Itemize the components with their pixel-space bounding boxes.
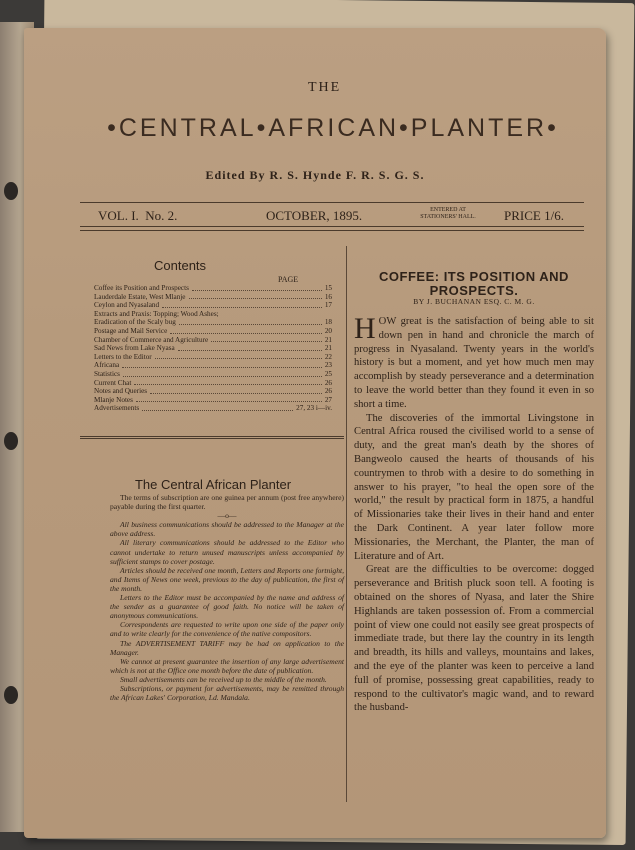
terms-paragraph: All literary communications should be addressed to the Editor who cannot undertake to return unused manuscripts unless accompanied by sufficient stamps to cover postage.: [110, 538, 344, 566]
issue-rule-bottom: [80, 226, 584, 227]
contents-item: [94, 284, 332, 293]
contents-item-page: 27: [324, 395, 332, 404]
contents-item: [94, 379, 332, 388]
terms-paragraph: The ADVERTISEMENT TARIFF may be had on application to the Manager.: [110, 638, 344, 657]
contents-item-page: 20: [324, 326, 332, 335]
contents-item-title: Notes and Queries: [94, 387, 148, 396]
article-paragraph: Great are the difficulties to be overcome: dogged perseverance and British pluck soon tell. A footing is obtained on the shores of Nyasa, and later the Shire Highlands are taken possession of. From a commercial point of view one could not easily see great prospects of immediate trade, but there lay the country in its length and breadth, its hills and valleys, mountains and lakes, and the eye of the planter was keen to perceive a land full of promise, possessing great capabilities, ready to respond to the cultivator's magic wand, and to reward the husband-: [354, 564, 594, 714]
article-paragraph-text: OW great is the satisfaction of being able to sit down pen in hand and chronicle the march of progress in Nyasaland. Twenty years in the world's history is but a moment, and yet how much men may accomplish by steady perseverance and a determination to leave the world better than they found it even in so short a time.: [354, 316, 594, 410]
contents-item: [94, 396, 332, 405]
contents-leader: [136, 396, 322, 403]
contents-item: [94, 336, 332, 345]
issue-rule-top: [80, 202, 584, 203]
contents-item: [94, 404, 332, 413]
terms-paragraph: Subscriptions, or payment for advertisements, may be remitted through the African Lakes' Corporation, Ld. Mandala.: [110, 683, 344, 703]
terms-paragraph: Letters to the Editor must be accompanied by the name and address of the sender as a guarantee of good faith. No notice will be taken of anonymous communications.: [110, 593, 344, 621]
contents-leader: [178, 344, 322, 351]
contents-item-title: Africana: [94, 361, 120, 370]
issue-volume: VOL. I. No. 2.: [98, 208, 178, 223]
contents-item: [94, 387, 332, 396]
issue-price: PRICE 1/6.: [504, 208, 564, 223]
contents-item-page: 25: [324, 369, 332, 378]
contents-item-page: 16: [324, 292, 332, 301]
contents-leader: [150, 387, 322, 394]
contents-item-page: 26: [324, 387, 332, 396]
contents-item-title: Postage and Mail Service: [94, 326, 168, 335]
masthead-the: THE: [308, 80, 342, 95]
terms-paragraph: Articles should be received one month, Letters and Reports one fortnight, and Items of News one week, previous to the day of publication, the first of the month.: [110, 565, 344, 593]
contents-item-page: 17: [324, 301, 332, 310]
terms-block: [110, 493, 344, 702]
journal-page: [24, 28, 606, 838]
masthead-title: •CENTRAL•AFRICAN•PLANTER•: [107, 114, 559, 142]
terms-paragraph: Small advertisements can be received up to the middle of the month.: [120, 674, 327, 684]
contents-item-title: Current Chat: [94, 378, 132, 387]
article-body: [354, 312, 594, 715]
contents-item-page: 26: [324, 378, 332, 387]
article-paragraph: [354, 312, 594, 412]
contents-item-title: Letters to the Editor: [94, 352, 152, 361]
drop-cap: H: [354, 312, 376, 345]
contents-item: [94, 353, 332, 362]
contents-item: [94, 310, 332, 319]
contents-leader: [123, 370, 322, 377]
contents-leader: [155, 353, 322, 360]
contents-item: [94, 327, 332, 336]
contents-item-title: Coffee its Position and Prospects: [94, 284, 189, 292]
terms-paragraph: Correspondents are requested to write upon one side of the paper only and to write clearly for the convenience of the native compositors.: [110, 620, 344, 639]
editor-line: Edited By R. S. Hynde F. R. S. G. S.: [205, 168, 425, 182]
contents-leader: [192, 284, 322, 291]
contents-item-title: Mlanje Notes: [94, 395, 133, 404]
contents-item-title: Ceylon and Nyasaland: [94, 301, 160, 310]
issue-date: OCTOBER, 1895.: [266, 208, 363, 223]
contents-leader: [162, 301, 322, 308]
article-title: COFFEE: ITS POSITION AND PROSPECTS.: [379, 269, 569, 298]
contents-item-page: 15: [324, 284, 332, 292]
issue-rule-double: [80, 230, 584, 231]
contents-item-title: Extracts and Praxis: Topping; Wood Ashes;: [94, 309, 219, 318]
contents-item-title: Sad News from Lake Nyasa: [94, 344, 175, 353]
contents-item: [94, 370, 332, 379]
article-byline: BY J. BUCHANAN ESQ. C. M. G.: [413, 297, 535, 306]
contents-leader: [179, 318, 322, 325]
contents-item-title: Chamber of Commerce and Agriculture: [94, 335, 209, 344]
contents-item-page: 21: [324, 344, 332, 353]
contents-item-page: 21: [324, 335, 332, 344]
contents-item-title: Statistics: [94, 369, 120, 378]
contents-title: Contents: [154, 258, 207, 273]
contents-item-title: Advertisements: [94, 404, 140, 413]
binding-hole: [4, 182, 18, 200]
contents-item-title: Lauderdale Estate, West Mlanje: [94, 292, 186, 301]
terms-title: The Central African Planter: [134, 477, 292, 492]
contents-list: [94, 284, 332, 413]
contents-item: [94, 293, 332, 302]
contents-item-page: 22: [324, 352, 332, 361]
contents-leader: [170, 327, 322, 334]
contents-item: [94, 301, 332, 310]
contents-leader: [189, 293, 322, 300]
contents-item: [94, 318, 332, 327]
binding-hole: [4, 432, 18, 450]
terms-paragraph: We cannot at present guarantee the insertion of any large advertisement which is not at the Office one month before the date of publication.: [110, 656, 344, 675]
section-rule: [80, 436, 344, 439]
contents-item-page: 27, 23 i—iv.: [296, 404, 332, 413]
contents-item-title: Eradication of the Scaly bug: [94, 318, 176, 327]
contents-leader: [142, 404, 293, 411]
contents-leader: [122, 361, 322, 368]
column-divider: [346, 246, 347, 802]
contents-leader: [211, 336, 322, 343]
binding-hole: [4, 686, 18, 704]
terms-separator: —o—: [217, 511, 237, 521]
article-paragraph: The discoveries of the immortal Livingstone in Central Africa roused the civilised world to a sense of duty, and the great man's death by the shores of Bangweolo caused the hearts of thousands of his countrymen to throb with a desire to do something in answer to his prayer, "to heal the open sore of the world," the result by practical form in 1875, a handful of Missionaries take their lives in their hand and enter the Dark Continent. A year later follow more Missionaries, the Merchant, the Planter, the man of Literature and of Art.: [354, 412, 594, 562]
contents-item: [94, 344, 332, 353]
contents-item: [94, 361, 332, 370]
contents-leader: [134, 379, 321, 386]
terms-paragraph: The terms of subscription are one guinea per annum (post free anywhere) payable during the first quarter.: [110, 493, 344, 512]
contents-item-page: 18: [324, 318, 332, 327]
contents-page-header: PAGE: [278, 275, 299, 284]
contents-item-page: 23: [324, 361, 332, 370]
issue-entered-note: ENTERED AT STATIONERS' HALL.: [420, 207, 476, 220]
terms-paragraph: All business communications should be addressed to the Manager at the above address.: [110, 520, 344, 539]
